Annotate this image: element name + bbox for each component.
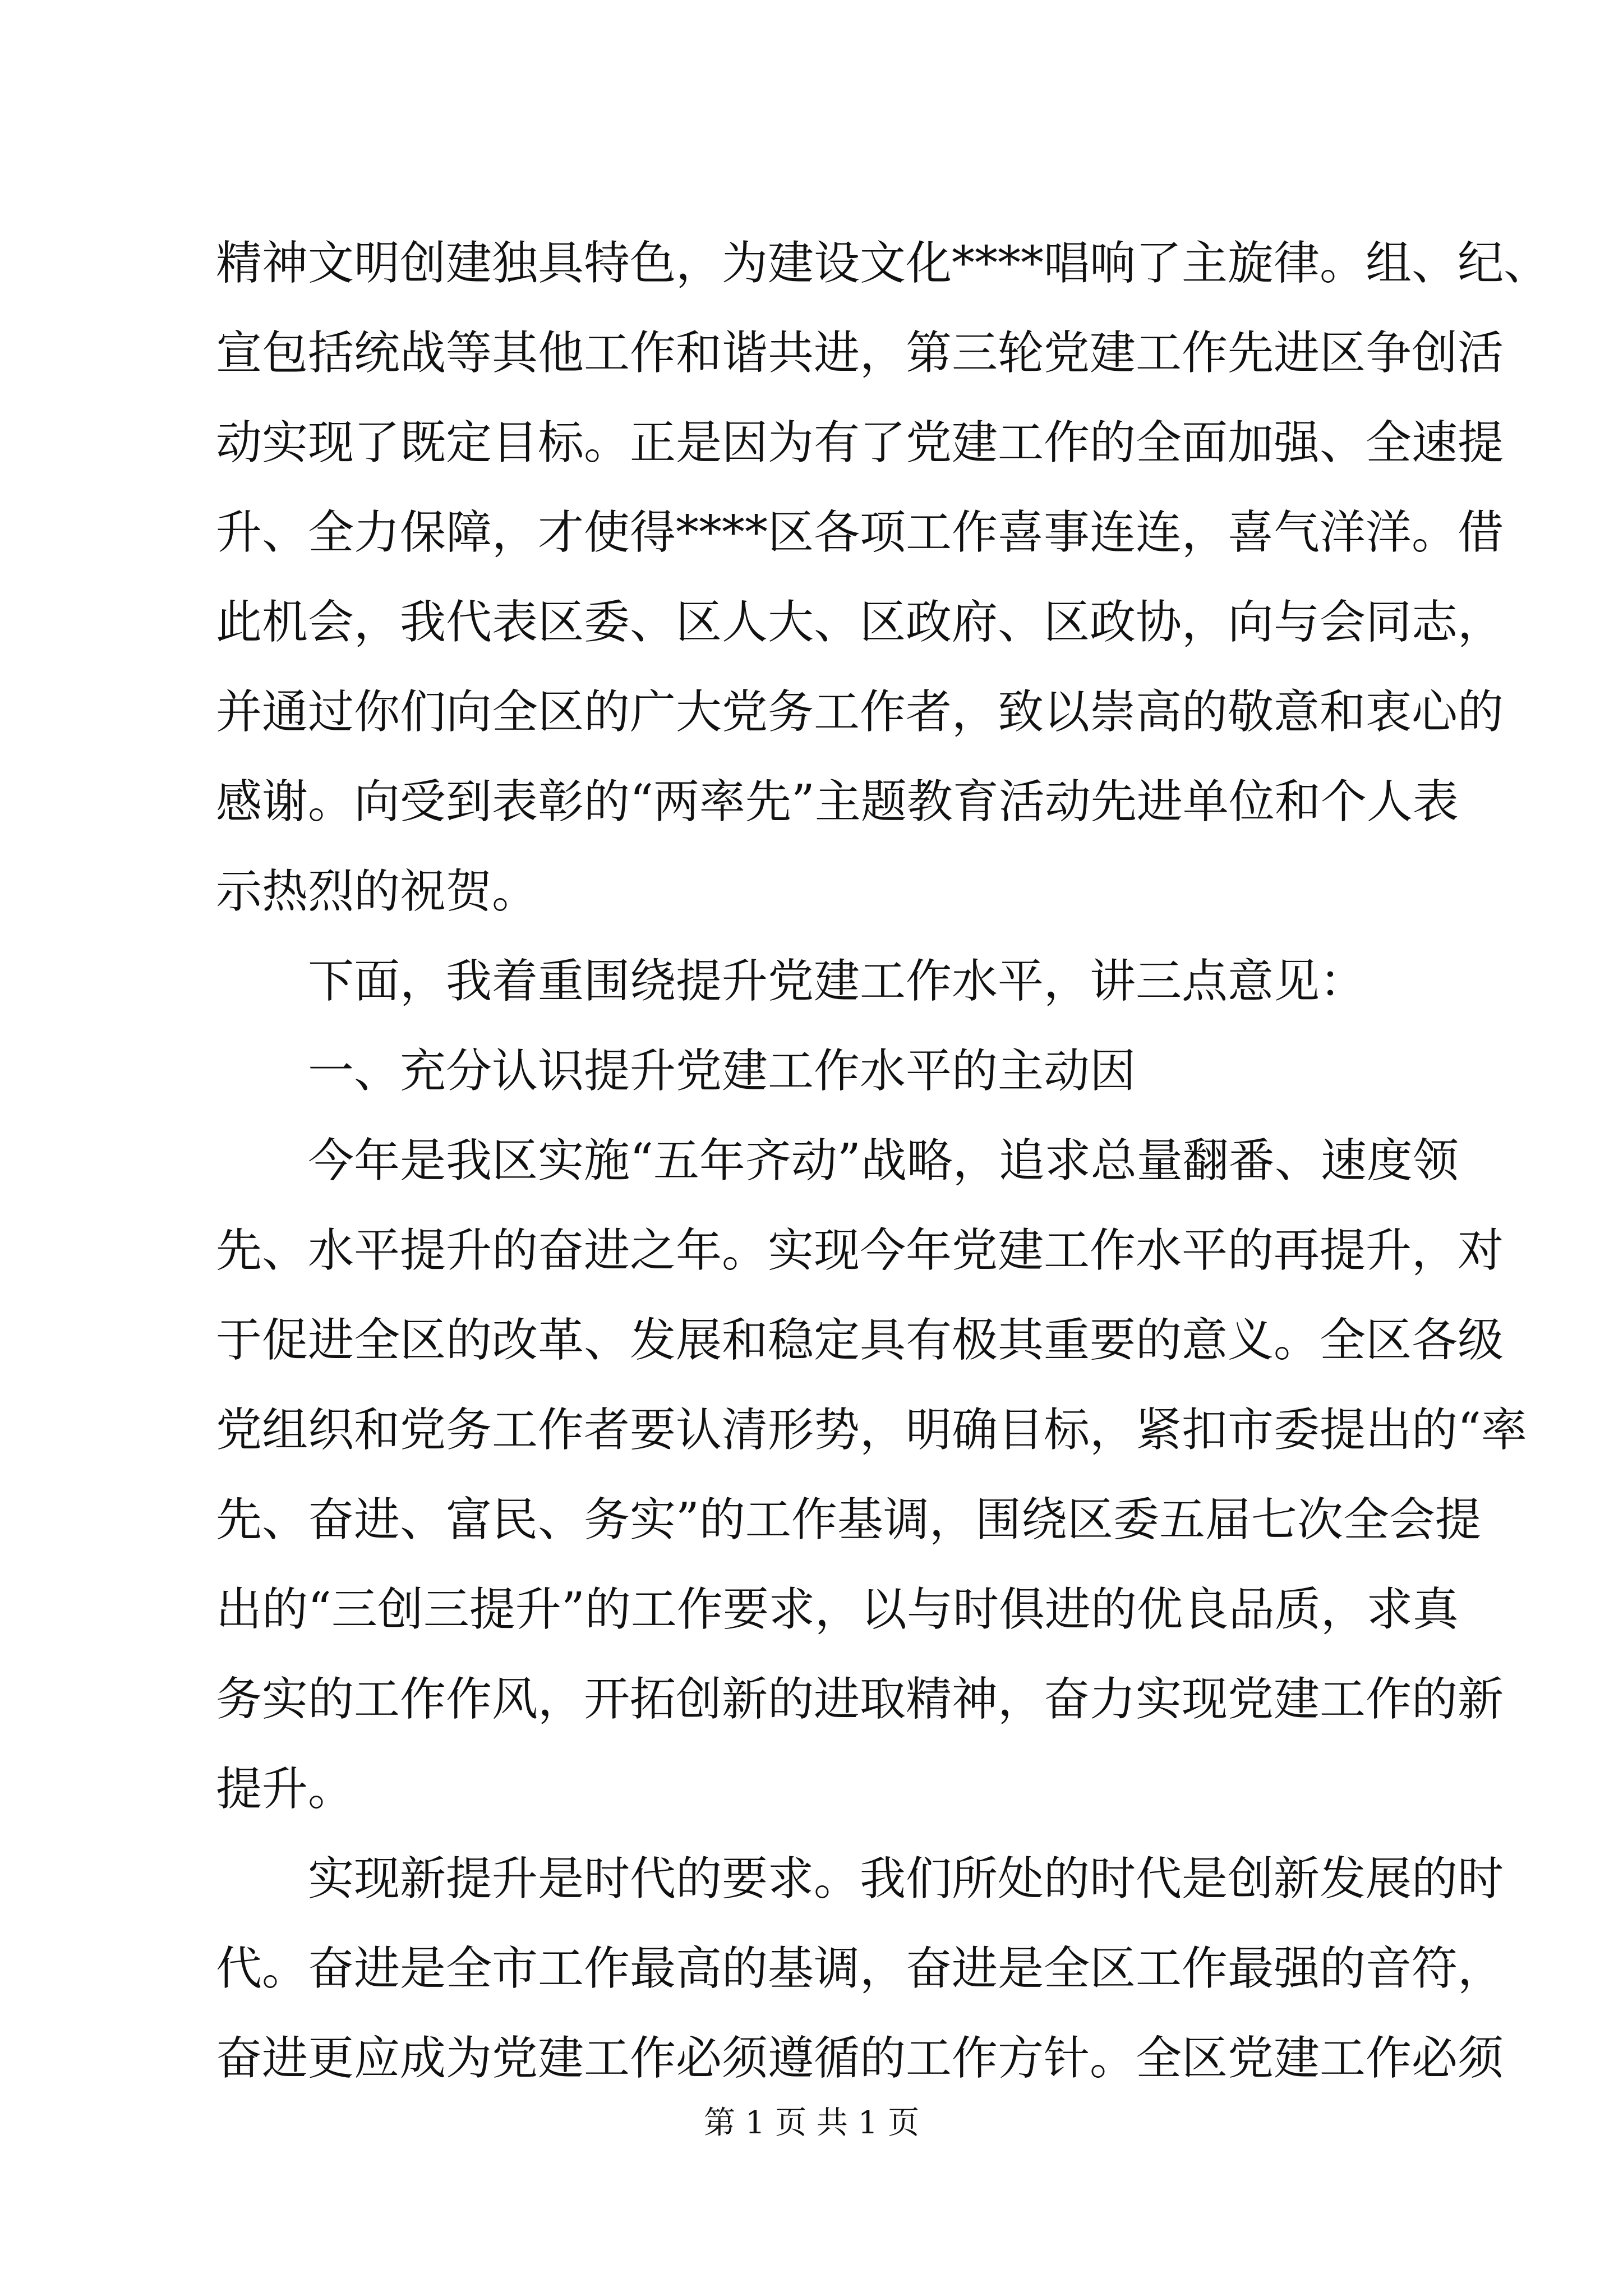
paragraph-continuation [216, 219, 1550, 937]
text-line: 示热烈的祝贺。 [216, 865, 538, 918]
text-line: 党组织和党务工作者要认清形势，明确目标，紧扣市委提出的“率 [216, 1404, 1527, 1457]
text-line: 精神文明创建独具特色，为建设文化****唱响了主旋律。组、纪、 [216, 237, 1550, 290]
text-line: 奋进更应成为党建工作必须遵循的工作方针。全区党建工作必须 [216, 2032, 1504, 2085]
document-body [216, 219, 1550, 2104]
text-line: 下面，我着重围绕提升党建工作水平，讲三点意见： [308, 955, 1366, 1008]
paragraph-body [216, 1116, 1527, 1834]
text-line: 代。奋进是全市工作最高的基调，奋进是全区工作最强的音符， [216, 1942, 1504, 1995]
section-heading [216, 1027, 1438, 1116]
page-footer: 第 1 页 共 1 页 [703, 2105, 920, 2141]
text-line: 今年是我区实施“五年齐动”战略，追求总量翻番、速度领 [308, 1134, 1459, 1188]
text-line: 于促进全区的改革、发展和稳定具有极其重要的意义。全区各级 [216, 1314, 1504, 1367]
text-line: 一、充分认识提升党建工作水平的主动因 [308, 1045, 1136, 1098]
text-line: 宣包括统战等其他工作和谐共进，第三轮党建工作先进区争创活 [216, 326, 1504, 380]
text-line: 先、奋进、富民、务实”的工作基调，围绕区委五届七次全会提 [216, 1493, 1481, 1547]
text-line: 务实的工作作风，开拓创新的进取精神，奋力实现党建工作的新 [216, 1673, 1504, 1726]
text-line: 先、水平提升的奋进之年。实现今年党建工作水平的再提升，对 [216, 1224, 1504, 1277]
paragraph-intro [216, 937, 1438, 1027]
paragraph-body [216, 1834, 1504, 2104]
text-line: 感谢。向受到表彰的“两率先”主题教育活动先进单位和个人表 [216, 775, 1459, 829]
text-line: 升、全力保障，才使得****区各项工作喜事连连，喜气洋洋。借 [216, 506, 1504, 559]
text-line: 并通过你们向全区的广大党务工作者，致以崇高的敬意和衷心的 [216, 685, 1504, 739]
text-line: 实现新提升是时代的要求。我们所处的时代是创新发展的时 [308, 1852, 1504, 1906]
text-line: 动实现了既定目标。正是因为有了党建工作的全面加强、全速提 [216, 416, 1504, 470]
text-line: 提升。 [216, 1763, 354, 1816]
text-line: 此机会，我代表区委、区人大、区政府、区政协，向与会同志， [216, 596, 1504, 649]
text-line: 出的“三创三提升”的工作要求，以与时俱进的优良品质，求真 [216, 1583, 1459, 1636]
